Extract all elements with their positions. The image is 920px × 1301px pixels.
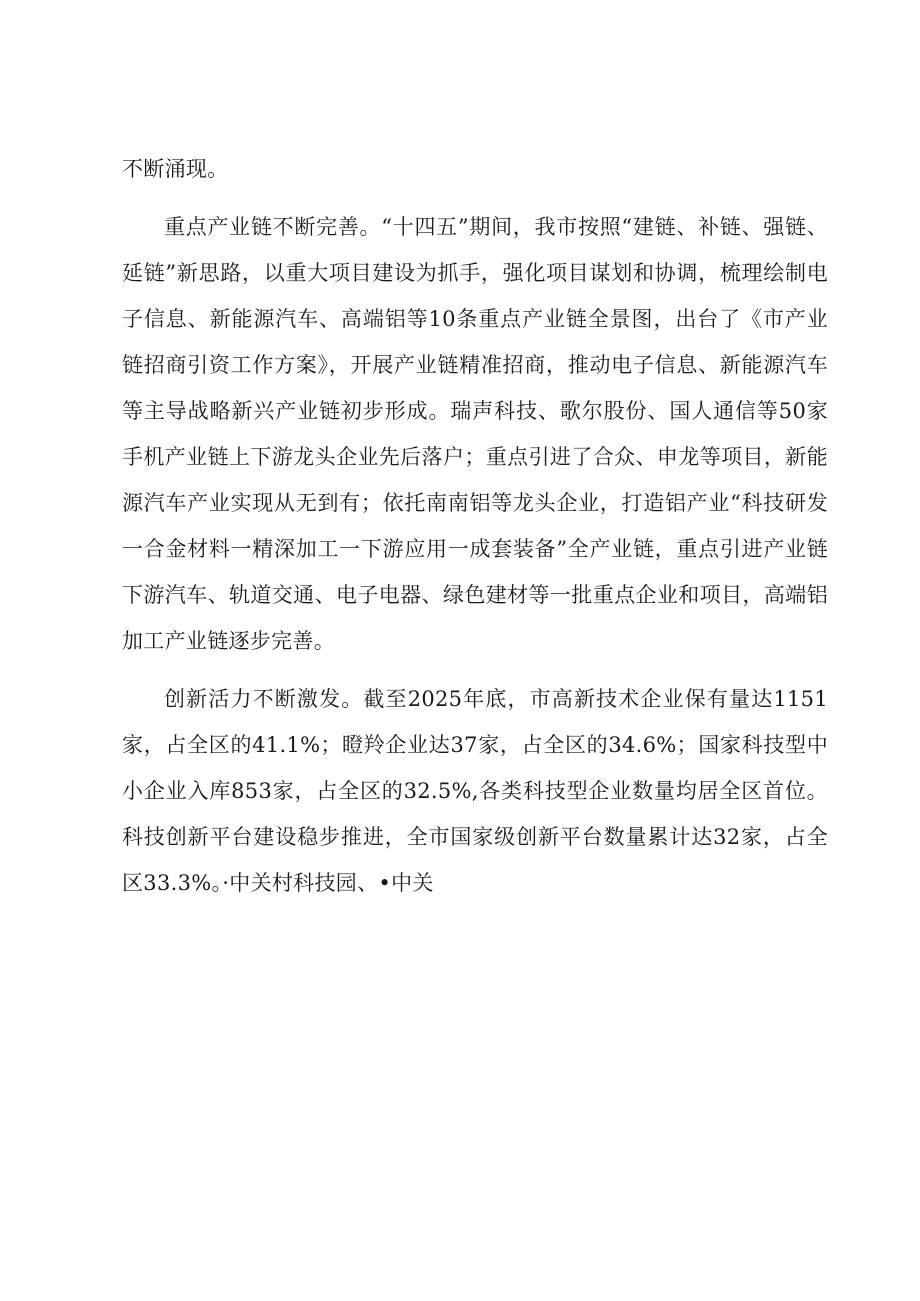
document-body	[122, 146, 828, 906]
paragraph-continuation: 不断涌现。	[122, 157, 229, 181]
paragraph-industry-chain: 重点产业链不断完善。“十四五”期间，我市按照“建链、补链、强链、延链”新思路，以重大项目建设为抓手，强化项目谋划和协调，梳理绘制电子信息、新能源汽车、高端铝等10条重点产业链全景图，出台了《市产业链招商引资工作方案》，开展产业链精准招商，推动电子信息、新能源汽车等主导战略新兴产业链初步形成。瑞声科技、歌尔股份、国人通信等50家手机产业链上下游龙头企业先后落户；重点引进了合众、申龙等项目，新能源汽车产业实现从无到有；依托南南铝等龙头企业，打造铝产业“科技研发一合金材料一精深加工一下游应用一成套装备”全产业链，重点引进产业链下游汽车、轨道交通、电子电器、绿色建材等一批重点企业和项目，高端铝加工产业链逐步完善。	[122, 215, 828, 653]
paragraph-gap	[122, 664, 828, 676]
paragraph-gap	[122, 192, 828, 204]
paragraph-innovation: 创新活力不断激发。截至2025年底，市高新技术企业保有量达1151家，占全区的41.1%；瞪羚企业达37家，占全区的34.6%；国家科技型中小企业入库853家，占全区的32.5%,各类科技型企业数量均居全区首位。科技创新平台建设稳步推进，全市国家级创新平台数量累计达32家，占全区33.3%。·中关村科技园、•中关	[122, 687, 828, 895]
